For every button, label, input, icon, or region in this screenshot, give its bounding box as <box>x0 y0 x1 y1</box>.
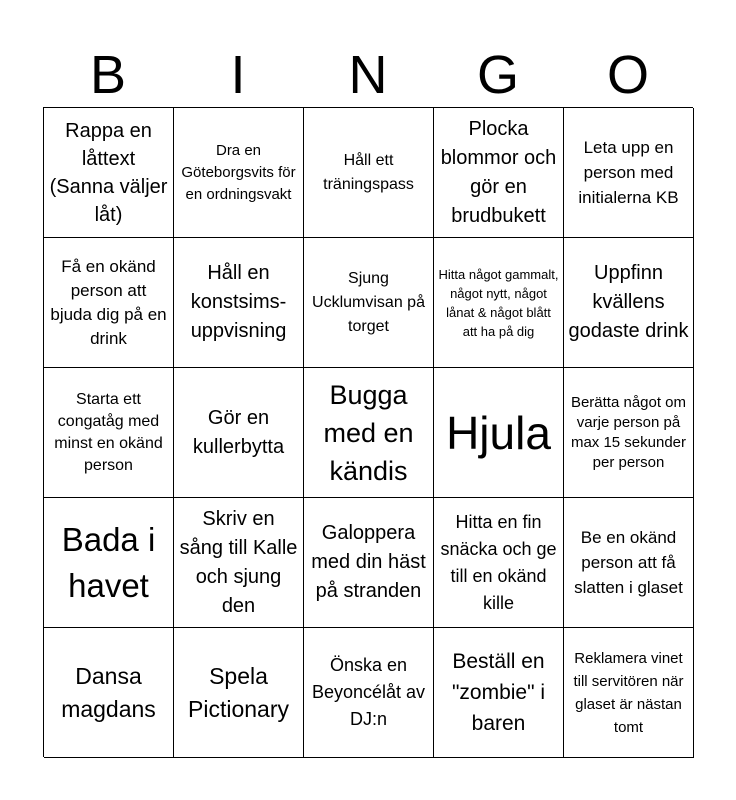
cell-text: Berätta något om varje person på max 15 sekunder per person <box>570 393 687 471</box>
header-letter-b: B <box>89 45 127 105</box>
cell-text: Leta upp en person med initialerna KB <box>578 138 679 207</box>
bingo-cell[interactable] <box>434 108 564 238</box>
cell-text: Önska en Beyoncélåt av DJ:n <box>311 655 426 729</box>
cell-text: Starta ett congatåg med minst en okänd person <box>54 390 163 474</box>
bingo-cell[interactable] <box>44 628 174 758</box>
bingo-grid <box>43 107 693 757</box>
cell-text: Reklamera vinet till servitören när glaset är nästan tomt <box>573 649 684 736</box>
bingo-cell[interactable] <box>304 238 434 368</box>
bingo-cell[interactable] <box>434 628 564 758</box>
bingo-cell[interactable] <box>564 108 694 238</box>
bingo-cell[interactable] <box>44 368 174 498</box>
header-letter-i: I <box>230 45 246 105</box>
bingo-cell[interactable] <box>564 628 694 758</box>
cell-text: Dansa magdans <box>61 662 156 722</box>
bingo-cell[interactable] <box>434 238 564 368</box>
bingo-cell[interactable] <box>174 368 304 498</box>
bingo-cell[interactable] <box>44 238 174 368</box>
cell-text: Skriv en sång till Kalle och sjung den <box>179 507 298 617</box>
cell-text: Dra en Göteborgsvits för en ordningsvakt <box>181 141 296 203</box>
cell-text: Bugga med en kändis <box>323 379 414 486</box>
cell-text: Hjula <box>446 406 551 459</box>
bingo-cell[interactable] <box>564 238 694 368</box>
cell-text: Gör en kullerbytta <box>192 406 285 458</box>
bingo-cell[interactable] <box>174 238 304 368</box>
cell-text: Hitta något gammalt, något nytt, något lånat & något blått att ha på dig <box>438 266 559 339</box>
cell-text: Be en okänd person att få slatten i glaset <box>574 528 683 597</box>
bingo-cell[interactable] <box>174 498 304 628</box>
bingo-cell[interactable] <box>304 498 434 628</box>
cell-text: Håll en konstsims-uppvisning <box>190 262 287 342</box>
cell-text: Rappa en låttext (Sanna väljer låt) <box>49 119 168 226</box>
cell-text: Beställ en "zombie" i baren <box>451 650 546 735</box>
header-letter-n: N <box>348 45 388 105</box>
bingo-cell[interactable] <box>174 628 304 758</box>
cell-text: Bada i havet <box>61 520 156 604</box>
cell-text: Få en okänd person att bjuda dig på en drink <box>50 256 167 348</box>
cell-text: Spela Pictionary <box>188 662 289 722</box>
bingo-cell[interactable] <box>434 498 564 628</box>
cell-text: Uppfinn kvällens godaste drink <box>568 262 689 342</box>
bingo-cell[interactable] <box>564 498 694 628</box>
bingo-cell[interactable] <box>564 368 694 498</box>
bingo-cell[interactable] <box>304 108 434 238</box>
header-letter-o: O <box>606 45 649 105</box>
cell-text: Galoppera med din häst på stranden <box>311 522 426 602</box>
bingo-cell[interactable] <box>44 498 174 628</box>
header-letter-g: G <box>476 45 519 105</box>
bingo-cell[interactable] <box>304 368 434 498</box>
bingo-cell[interactable] <box>304 628 434 758</box>
bingo-header <box>43 42 693 108</box>
bingo-cell[interactable] <box>434 368 564 498</box>
bingo-cell[interactable] <box>174 108 304 238</box>
cell-text: Plocka blommor och gör en brudbukett <box>440 117 557 227</box>
cell-text: Sjung Ucklumvisan på torget <box>312 269 425 335</box>
bingo-cell[interactable] <box>44 108 174 238</box>
cell-text: Håll ett träningspass <box>323 151 414 193</box>
cell-text: Hitta en fin snäcka och ge till en okänd kille <box>440 511 557 613</box>
